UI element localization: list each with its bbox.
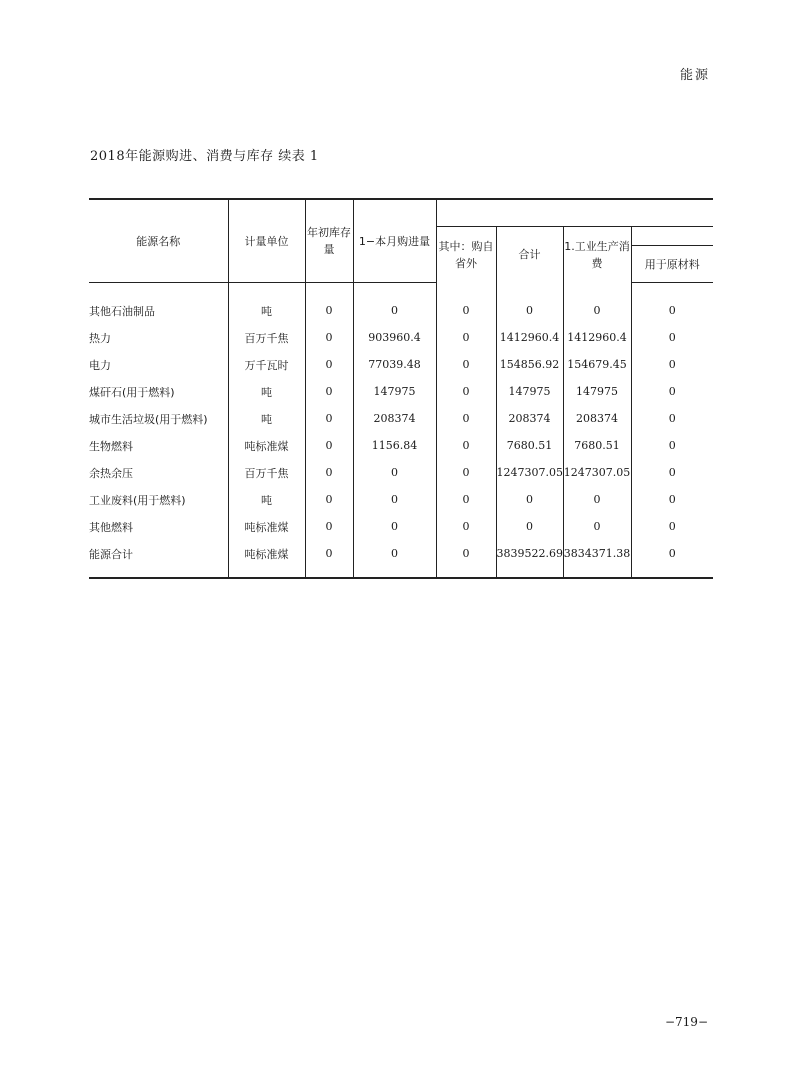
cell-unit: 吨标准煤 bbox=[228, 432, 305, 459]
cell-opening-stock: 0 bbox=[305, 513, 353, 540]
cell-opening-stock: 0 bbox=[305, 324, 353, 351]
cell-from-outside-province: 0 bbox=[436, 405, 496, 432]
cell-unit: 吨 bbox=[228, 283, 305, 325]
cell-name: 热力 bbox=[89, 331, 111, 345]
cell-raw-material: 0 bbox=[631, 378, 713, 405]
cell-raw-material: 0 bbox=[631, 324, 713, 351]
cell-purchase-ytd: 77039.48 bbox=[353, 351, 436, 378]
cell-name: 其他燃料 bbox=[89, 520, 133, 534]
cell-opening-stock: 0 bbox=[305, 459, 353, 486]
cell-raw-material: 0 bbox=[631, 486, 713, 513]
cell-opening-stock: 0 bbox=[305, 405, 353, 432]
cell-total: 154856.92 bbox=[496, 351, 563, 378]
cell-raw-material: 0 bbox=[631, 513, 713, 540]
table-row bbox=[89, 405, 713, 432]
table-row bbox=[89, 351, 713, 378]
cell-opening-stock: 0 bbox=[305, 283, 353, 325]
header-group-blank bbox=[436, 199, 713, 227]
section-header: 能源 bbox=[679, 68, 710, 83]
cell-name: 工业废料(用于燃料) bbox=[89, 493, 186, 507]
cell-total: 0 bbox=[496, 513, 563, 540]
table-row bbox=[89, 459, 713, 486]
cell-from-outside-province: 0 bbox=[436, 540, 496, 578]
table-row bbox=[89, 324, 713, 351]
header-total: 合计 bbox=[496, 227, 563, 283]
cell-total: 1247307.05 bbox=[496, 459, 563, 486]
cell-industrial-consumption: 1247307.05 bbox=[563, 459, 631, 486]
cell-total: 7680.51 bbox=[496, 432, 563, 459]
header-opening-stock: 年初库存量 bbox=[305, 199, 353, 283]
cell-unit: 吨 bbox=[228, 486, 305, 513]
cell-opening-stock: 0 bbox=[305, 486, 353, 513]
cell-raw-material: 0 bbox=[631, 405, 713, 432]
table-row bbox=[89, 540, 713, 578]
energy-table bbox=[89, 198, 713, 579]
cell-name: 能源合计 bbox=[89, 540, 228, 578]
header-industrial-consumption: 1.工业生产消费 bbox=[563, 227, 631, 283]
cell-industrial-consumption: 7680.51 bbox=[563, 432, 631, 459]
cell-from-outside-province: 0 bbox=[436, 378, 496, 405]
cell-purchase-ytd: 147975 bbox=[353, 378, 436, 405]
cell-name: 电力 bbox=[89, 358, 111, 372]
cell-unit: 吨 bbox=[228, 405, 305, 432]
cell-raw-material: 0 bbox=[631, 432, 713, 459]
cell-purchase-ytd: 0 bbox=[353, 459, 436, 486]
header-raw-material: 用于原材料 bbox=[631, 246, 713, 283]
header-name: 能源名称 bbox=[89, 199, 228, 283]
cell-industrial-consumption: 3834371.38 bbox=[563, 540, 631, 578]
cell-from-outside-province: 0 bbox=[436, 486, 496, 513]
table-row bbox=[89, 486, 713, 513]
header-from-outside-province: 其中：购自省外 bbox=[436, 227, 496, 283]
cell-unit: 万千瓦时 bbox=[228, 351, 305, 378]
cell-name: 城市生活垃圾(用于燃料) bbox=[89, 412, 208, 426]
cell-name: 煤矸石(用于燃料) bbox=[89, 385, 175, 399]
cell-raw-material: 0 bbox=[631, 459, 713, 486]
cell-purchase-ytd: 1156.84 bbox=[353, 432, 436, 459]
cell-purchase-ytd: 0 bbox=[353, 540, 436, 578]
cell-opening-stock: 0 bbox=[305, 540, 353, 578]
table-row bbox=[89, 283, 713, 325]
cell-industrial-consumption: 0 bbox=[563, 283, 631, 325]
cell-industrial-consumption: 0 bbox=[563, 486, 631, 513]
cell-from-outside-province: 0 bbox=[436, 432, 496, 459]
cell-raw-material: 0 bbox=[631, 283, 713, 325]
cell-from-outside-province: 0 bbox=[436, 283, 496, 325]
cell-from-outside-province: 0 bbox=[436, 351, 496, 378]
table-row bbox=[89, 513, 713, 540]
cell-raw-material: 0 bbox=[631, 540, 713, 578]
cell-unit: 吨 bbox=[228, 378, 305, 405]
cell-name: 其他石油制品 bbox=[89, 304, 155, 318]
cell-total: 1412960.4 bbox=[496, 324, 563, 351]
cell-purchase-ytd: 0 bbox=[353, 486, 436, 513]
cell-purchase-ytd: 0 bbox=[353, 283, 436, 325]
cell-industrial-consumption: 147975 bbox=[563, 378, 631, 405]
cell-purchase-ytd: 208374 bbox=[353, 405, 436, 432]
cell-opening-stock: 0 bbox=[305, 432, 353, 459]
cell-raw-material: 0 bbox=[631, 351, 713, 378]
cell-industrial-consumption: 208374 bbox=[563, 405, 631, 432]
header-unit: 计量单位 bbox=[228, 199, 305, 283]
cell-opening-stock: 0 bbox=[305, 351, 353, 378]
cell-from-outside-province: 0 bbox=[436, 324, 496, 351]
table-caption: 2018年能源购进、消费与库存 续表 1 bbox=[90, 149, 319, 164]
cell-industrial-consumption: 1412960.4 bbox=[563, 324, 631, 351]
cell-total: 0 bbox=[496, 283, 563, 325]
cell-unit: 吨标准煤 bbox=[228, 540, 305, 578]
cell-purchase-ytd: 903960.4 bbox=[353, 324, 436, 351]
cell-opening-stock: 0 bbox=[305, 378, 353, 405]
cell-name: 生物燃料 bbox=[89, 439, 133, 453]
table-row bbox=[89, 378, 713, 405]
cell-unit: 百万千焦 bbox=[228, 459, 305, 486]
header-raw-material-blank bbox=[631, 227, 713, 246]
cell-from-outside-province: 0 bbox=[436, 459, 496, 486]
cell-total: 208374 bbox=[496, 405, 563, 432]
cell-name: 余热余压 bbox=[89, 466, 133, 480]
header-purchase-ytd: 1−本月购进量 bbox=[353, 199, 436, 283]
cell-unit: 百万千焦 bbox=[228, 324, 305, 351]
table-body bbox=[89, 283, 713, 579]
page-number: −719− bbox=[664, 1015, 708, 1029]
table-row bbox=[89, 432, 713, 459]
cell-total: 3839522.69 bbox=[496, 540, 563, 578]
cell-from-outside-province: 0 bbox=[436, 513, 496, 540]
cell-total: 0 bbox=[496, 486, 563, 513]
cell-unit: 吨标准煤 bbox=[228, 513, 305, 540]
table-header bbox=[89, 199, 713, 283]
cell-industrial-consumption: 0 bbox=[563, 513, 631, 540]
cell-purchase-ytd: 0 bbox=[353, 513, 436, 540]
cell-industrial-consumption: 154679.45 bbox=[563, 351, 631, 378]
cell-total: 147975 bbox=[496, 378, 563, 405]
